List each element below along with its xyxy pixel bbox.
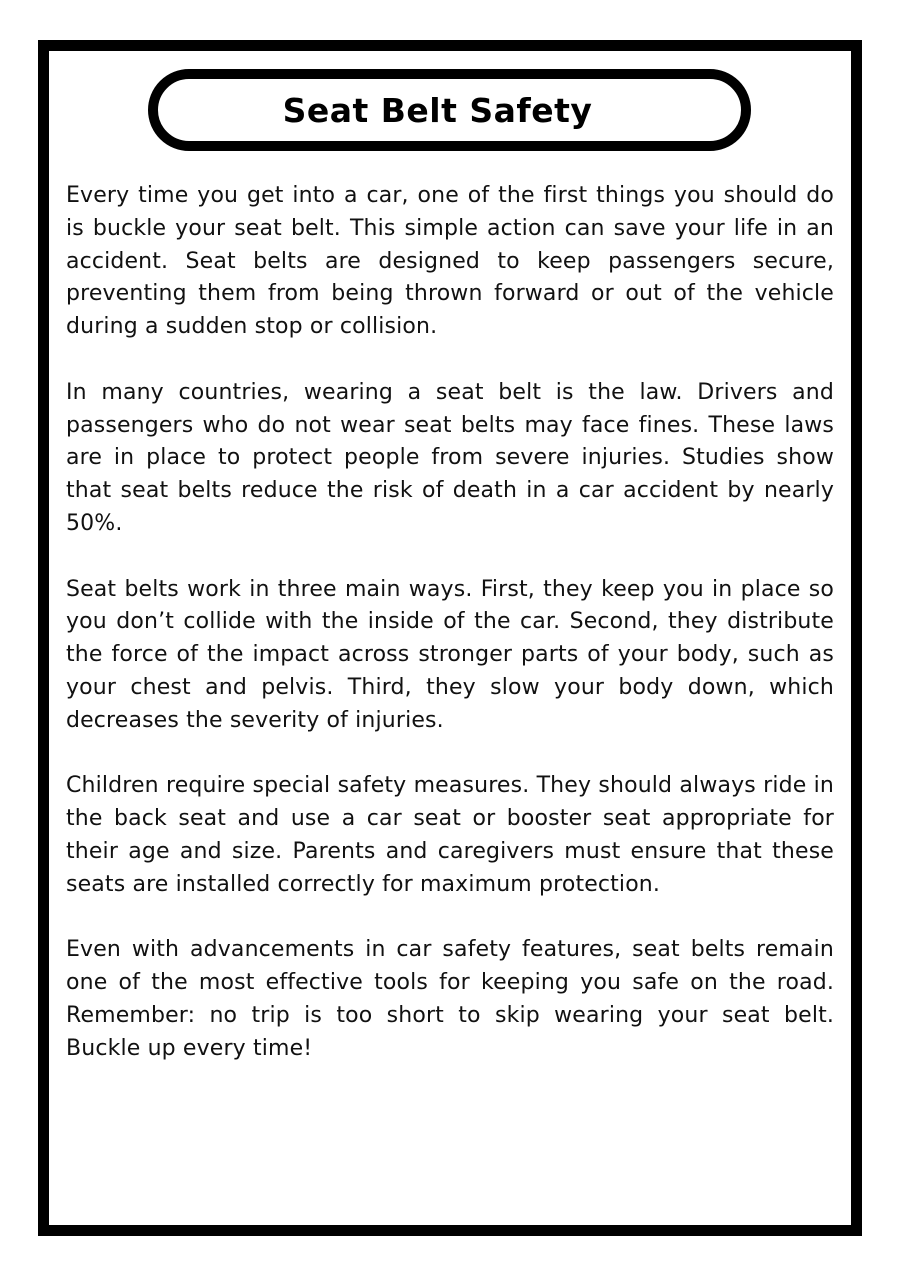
paragraph-intro: Every time you get into a car, one of the first things you should do is buckle your seat belt. This simple action can save your life in an accident. Seat belts are designed to keep passengers secure, preventing them from being thrown forward or out of the vehicle during a sudden stop or collision. — [66, 183, 834, 340]
paragraph-children: Children require special safety measures. They should always ride in the back seat and use a car seat or booster seat appropriate for their age and size. Parents and caregivers must ensure that these seats are installed correctly for maximum protection. — [66, 773, 834, 897]
paragraph-law: In many countries, wearing a seat belt is the law. Drivers and passengers who do not wear seat belts may face fines. These laws are in place to protect people from severe injuries. Studies show that seat belts reduce the risk of death in a car accident by nearly 50%. — [66, 379, 834, 536]
title-banner — [148, 69, 751, 151]
paragraph-how-it-works: Seat belts work in three main ways. First, they keep you in place so you don’t collide with the inside of the car. Second, they distribute the force of the impact across stronger parts of your body, such as your chest and pelvis. Third, they slow your body down, which decreases the severity of injuries. — [66, 576, 834, 733]
page-title: Seat Belt Safety — [282, 90, 593, 130]
article-body — [66, 180, 834, 1098]
paragraph-conclusion: Even with advancements in car safety features, seat belts remain one of the most effective tools for keeping you safe on the road. Remember: no trip is too short to skip wearing your seat belt. Buckle up every time! — [66, 937, 834, 1061]
